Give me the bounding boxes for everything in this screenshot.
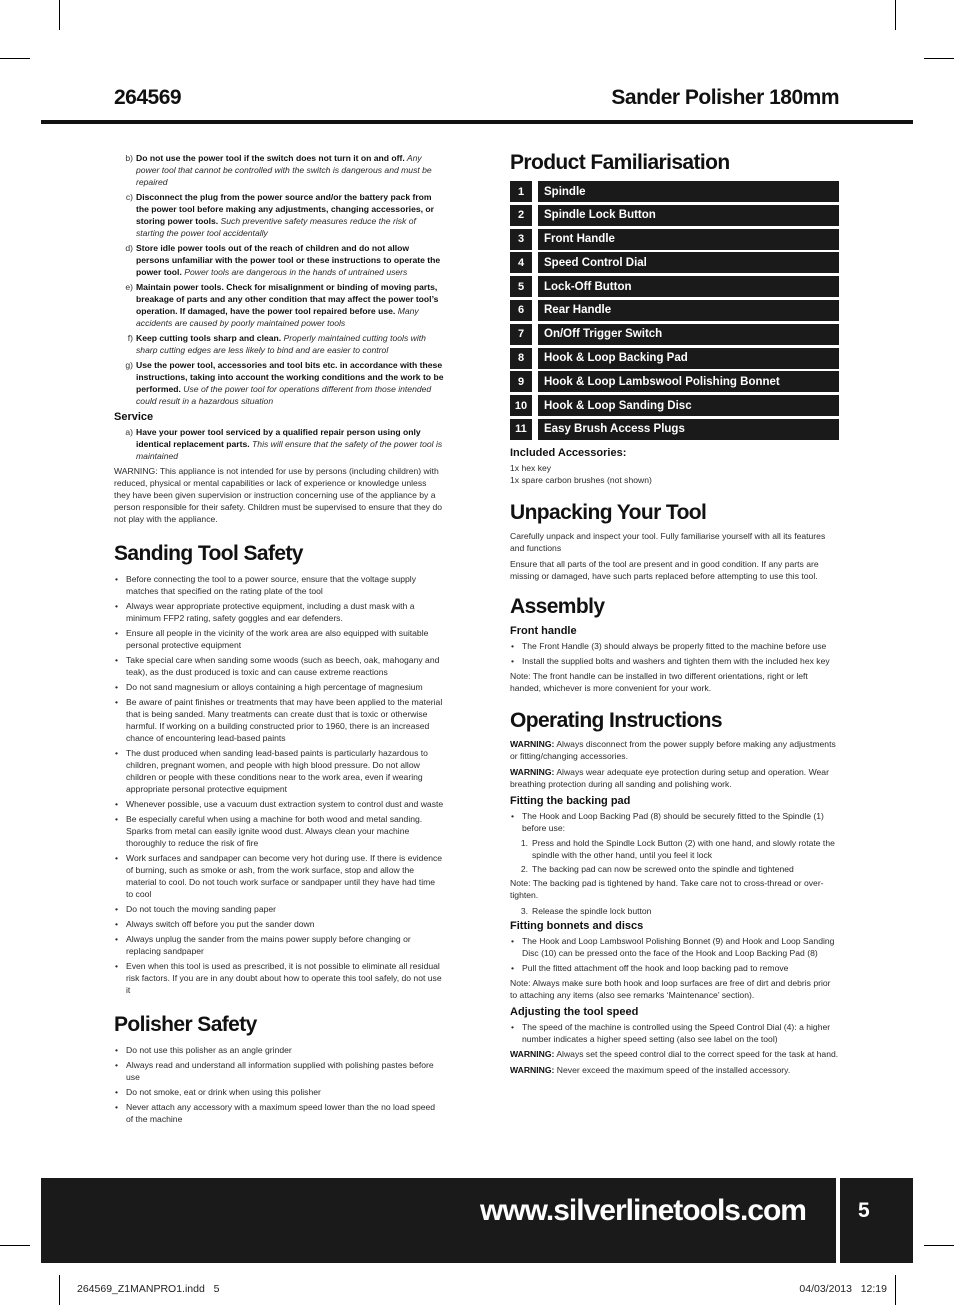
clause-italic: This will ensure that the safety of the power tool is maintained	[136, 439, 443, 461]
footer-divider	[836, 1178, 840, 1263]
part-label: Rear Handle	[538, 300, 839, 321]
unpacking-paragraph: Ensure that all parts of the tool are present and in good condition. If any parts are missing or damaged, have such parts replaced before attempting to use this tool.	[510, 558, 819, 581]
product-code: 264569	[114, 86, 182, 109]
list-item: • Be especially careful when using a machine for both wood and metal sanding. Sparks from metal can easily ignite wood dust. Always clean your machine thoroughly to reduce the risk of fire	[114, 813, 444, 849]
accessory-item: 1x spare carbon brushes (not shown)	[510, 474, 652, 485]
crop-mark	[895, 1275, 896, 1305]
backing-pad-heading: Fitting the backing pad	[510, 794, 631, 807]
part-label: Easy Brush Access Plugs	[538, 419, 839, 440]
step-item	[510, 837, 840, 861]
part-label: Spindle Lock Button	[538, 205, 839, 226]
clause-letter: f)	[127, 333, 133, 343]
unpacking-paragraph: Carefully unpack and inspect your tool. Fully familiarise yourself with all its features and functions	[510, 530, 826, 553]
polisher-safety-heading: Polisher Safety	[114, 1013, 257, 1036]
part-row	[510, 300, 840, 321]
part-number: 8	[510, 348, 532, 369]
part-label: Spindle	[538, 181, 839, 202]
step-item	[510, 863, 840, 875]
clause-f	[114, 332, 444, 356]
list-item: • Take special care when sanding some woods (such as beech, oak, mahogany and teak), as the dust produced is toxic and can cause extreme reactions	[114, 654, 444, 678]
clause-italic: Use of the power tool for operations different from those intended could result in a hazardous situation	[136, 384, 432, 406]
part-number: 6	[510, 300, 532, 321]
familiarisation-heading: Product Familiarisation	[510, 151, 730, 174]
step-number: 1.	[520, 837, 528, 848]
backing-pad-list	[510, 810, 840, 834]
list-item: • Always switch off before you put the sander down	[114, 918, 444, 930]
clause-d	[114, 242, 444, 278]
clause-letter: a)	[125, 427, 133, 437]
list-item: • Always read and understand all information supplied with polishing pastes before use	[114, 1059, 444, 1083]
slug-datetime: 04/03/2013 12:19	[799, 1283, 887, 1295]
warning-text: Always disconnect from the power supply before making any adjustments or fitting/changing accessories.	[510, 738, 836, 761]
clause-letter: b)	[125, 153, 133, 163]
part-number: 3	[510, 229, 532, 250]
speed-warning	[510, 1048, 840, 1060]
polisher-safety-list	[114, 1044, 444, 1125]
warning-label: WARNING:	[510, 738, 555, 749]
list-item: • Always unplug the sander from the mains power supply before changing or replacing sandpaper	[114, 933, 444, 957]
list-item: • Whenever possible, use a vacuum dust extraction system to control dust and waste	[114, 798, 444, 810]
part-label: On/Off Trigger Switch	[538, 324, 839, 345]
speed-warning	[510, 1064, 840, 1076]
front-handle-note: Note: The front handle can be installed in two different orientations, right or left handed, whichever is more convenient for your work.	[510, 670, 808, 693]
operating-heading: Operating Instructions	[510, 708, 722, 732]
sanding-safety-heading: Sanding Tool Safety	[114, 542, 303, 565]
list-item: • Always wear appropriate protective equipment, including a dust mask with a minimum FFP2 rating, safety goggles and ear defenders.	[114, 600, 444, 624]
unpacking-heading: Unpacking Your Tool	[510, 500, 707, 524]
accessory-item: 1x hex key	[510, 462, 552, 473]
safety-clauses	[114, 152, 444, 407]
bonnets-list	[510, 935, 840, 974]
bonnets-note: Note: Always make sure both hook and loop surfaces are free of dirt and debris prior to attaching any items (also see remarks ‘Maintenance’ section).	[510, 977, 831, 1000]
crop-mark	[895, 0, 896, 30]
clause-service-a	[114, 426, 444, 462]
header-rule	[41, 120, 913, 124]
part-row	[510, 229, 840, 250]
list-item: • Ensure all people in the vicinity of the work area are also equipped with suitable personal protective equipment	[114, 627, 444, 651]
crop-mark	[924, 58, 954, 59]
part-number: 9	[510, 371, 532, 392]
assembly-heading: Assembly	[510, 594, 605, 618]
list-item: • Do not smoke, eat or drink when using this polisher	[114, 1086, 444, 1098]
list-item: • Install the supplied bolts and washers and tighten them with the included hex key	[510, 655, 840, 667]
clause-letter: e)	[125, 282, 133, 292]
part-number: 5	[510, 276, 532, 297]
part-label: Speed Control Dial	[538, 252, 839, 273]
clause-letter: d)	[125, 243, 133, 253]
page-title: Sander Polisher 180mm	[611, 86, 839, 109]
part-row	[510, 205, 840, 226]
warning-text: Always wear adequate eye protection during setup and operation. Wear breathing protection during all sanding and polishing work.	[510, 766, 829, 789]
clause-italic: Any power tool that cannot be controlled with the switch is dangerous and must be repaired	[136, 153, 432, 187]
step-text: The backing pad can now be screwed onto the spindle and tightened	[532, 863, 794, 874]
warning-label: WARNING:	[510, 1064, 555, 1075]
clause-italic: Such preventive safety measures reduce the risk of starting the power tool accidentally	[136, 216, 416, 238]
clause-bold: Have your power tool serviced by a qualified repair person using only identical replacement parts.	[136, 427, 421, 449]
clause-e	[114, 281, 444, 329]
list-item: • The speed of the machine is controlled using the Speed Control Dial (4): a higher number indicates a higher speed setting (also see label on the tool)	[510, 1021, 840, 1045]
clause-b	[114, 152, 444, 188]
list-item: • Work surfaces and sandpaper can become very hot during use. If there is evidence of burning, such as smoke or ash, from the work surface, stop and allow the material to cool. Do not touch work surface or sandpaper until they have had time to cool	[114, 852, 444, 900]
part-label: Front Handle	[538, 229, 839, 250]
speed-list	[510, 1021, 840, 1045]
clause-bold: Disconnect the plug from the power source and/or the battery pack from the power tool before making any adjustments, changing accessories, or storing power tools.	[136, 192, 434, 226]
part-number: 1	[510, 181, 532, 202]
clause-italic: Many accidents are caused by poorly maintained power tools	[136, 306, 419, 328]
part-row	[510, 371, 840, 392]
list-item: • The Hook and Loop Lambswool Polishing Bonnet (9) and Hook and Loop Sanding Disc (10) can be pressed onto the face of the Hook and Loop Backing Pad (8)	[510, 935, 840, 959]
part-label: Hook & Loop Lambswool Polishing Bonnet	[538, 371, 839, 392]
step-text: Press and hold the Spindle Lock Button (2) with one hand, and slowly rotate the spindle with the other hand, until you feel it lock	[532, 837, 835, 860]
list-item: • Never attach any accessory with a maximum speed lower than the no load speed of the machine	[114, 1101, 444, 1125]
left-column	[114, 152, 444, 1128]
accessories-heading: Included Accessories:	[510, 446, 627, 459]
speed-heading: Adjusting the tool speed	[510, 1005, 639, 1018]
clause-letter: g)	[125, 360, 133, 370]
clause-italic: Power tools are dangerous in the hands of untrained users	[181, 267, 408, 277]
clause-bold: Use the power tool, accessories and tool bits etc. in accordance with these instructions, taking into account the working conditions and the work to be performed.	[136, 360, 444, 394]
list-item: • Do not touch the moving sanding paper	[114, 903, 444, 915]
backing-pad-steps-cont	[510, 905, 840, 917]
part-label: Hook & Loop Sanding Disc	[538, 395, 839, 416]
front-handle-list	[510, 640, 840, 667]
operating-warning	[510, 766, 840, 790]
part-number: 4	[510, 252, 532, 273]
clause-g	[114, 359, 444, 407]
part-row	[510, 348, 840, 369]
clause-italic: Properly maintained cutting tools with sharp cutting edges are less likely to bind and are easier to control	[136, 333, 426, 355]
part-row	[510, 252, 840, 273]
part-label: Lock-Off Button	[538, 276, 839, 297]
clause-c	[114, 191, 444, 239]
bonnets-heading: Fitting bonnets and discs	[510, 919, 644, 932]
parts-list	[510, 181, 840, 440]
page-number: 5	[858, 1199, 870, 1222]
part-row	[510, 324, 840, 345]
service-heading: Service	[114, 411, 154, 423]
list-item: • Before connecting the tool to a power source, ensure that the voltage supply matches that specified on the rating plate of the tool	[114, 573, 444, 597]
part-row	[510, 419, 840, 440]
backing-pad-steps	[510, 837, 840, 875]
children-warning: WARNING: This appliance is not intended for use by persons (including children) with reduced, physical or mental capabilities or lack of experience or knowledge unless they have been given supervision or instruction concerning use of the appliance by a person responsible for their safety. Children must be supervised to ensure that they do not play with the appliance.	[114, 466, 443, 524]
warning-text: Always set the speed control dial to the correct speed for the task at hand.	[554, 1048, 839, 1059]
website-link[interactable]: www.silverlinetools.com	[480, 1194, 806, 1227]
part-row	[510, 276, 840, 297]
crop-mark	[924, 1245, 954, 1246]
list-item: • The dust produced when sanding lead-based paints is particularly hazardous to children, pregnant women, and people with high blood pressure. Do not allow children or people with these conditions near to the work area, even if wearing appropriate personal protective equipment	[114, 747, 444, 795]
part-label: Hook & Loop Backing Pad	[538, 348, 839, 369]
list-item: • Do not sand magnesium or alloys containing a high percentage of magnesium	[114, 681, 444, 693]
part-number: 7	[510, 324, 532, 345]
step-text: Release the spindle lock button	[532, 905, 652, 916]
clause-bold: Keep cutting tools sharp and clean.	[136, 333, 282, 343]
crop-mark	[0, 1245, 30, 1246]
step-item	[510, 905, 840, 917]
front-handle-heading: Front handle	[510, 624, 577, 637]
crop-mark	[0, 58, 30, 59]
backing-pad-note: Note: The backing pad is tightened by hand. Take care not to cross-thread or over-tighten.	[510, 877, 824, 900]
part-row	[510, 395, 840, 416]
warning-text: Never exceed the maximum speed of the installed accessory.	[554, 1064, 791, 1075]
part-number: 2	[510, 205, 532, 226]
clause-letter: c)	[125, 192, 133, 202]
clause-bold: Do not use the power tool if the switch does not turn it on and off.	[136, 153, 405, 163]
right-column	[510, 150, 840, 1080]
step-number: 2.	[520, 863, 528, 874]
part-number: 11	[510, 419, 532, 440]
list-item: • Pull the fitted attachment off the hook and loop backing pad to remove	[510, 962, 840, 974]
crop-mark	[59, 1275, 60, 1305]
list-item: • Be aware of paint finishes or treatments that may have been applied to the material that is being sanded. Many treatments can create dust that is toxic or otherwise harmful. If working on a building constructed prior to 1960, there is an increased chance of encountering lead-based paints	[114, 696, 444, 744]
part-number: 10	[510, 395, 532, 416]
warning-label: WARNING:	[510, 1048, 555, 1059]
clause-bold: Maintain power tools. Check for misalignment or binding of moving parts, breakage of parts and any other condition that may affect the power tool’s operation. If damaged, have the power tool repaired before use.	[136, 282, 439, 316]
list-item: • The Hook and Loop Backing Pad (8) should be securely fitted to the Spindle (1) before use:	[510, 810, 840, 834]
operating-warning	[510, 738, 840, 762]
slug-file: 264569_Z1MANPRO1.indd 5	[77, 1283, 220, 1295]
list-item: • Even when this tool is used as prescribed, it is not possible to eliminate all residual risk factors. If you are in any doubt about how to operate this tool safely, do not use it	[114, 960, 444, 996]
part-row	[510, 181, 840, 202]
step-number: 3.	[520, 905, 528, 916]
list-item: • Do not use this polisher as an angle grinder	[114, 1044, 444, 1056]
warning-label: WARNING:	[510, 766, 555, 777]
crop-mark	[59, 0, 60, 30]
clause-bold: Store idle power tools out of the reach of children and do not allow persons unfamiliar with the power tool or these instructions to operate the power tool.	[136, 243, 441, 277]
list-item: • The Front Handle (3) should always be properly fitted to the machine before use	[510, 640, 840, 652]
sanding-safety-list	[114, 573, 444, 996]
